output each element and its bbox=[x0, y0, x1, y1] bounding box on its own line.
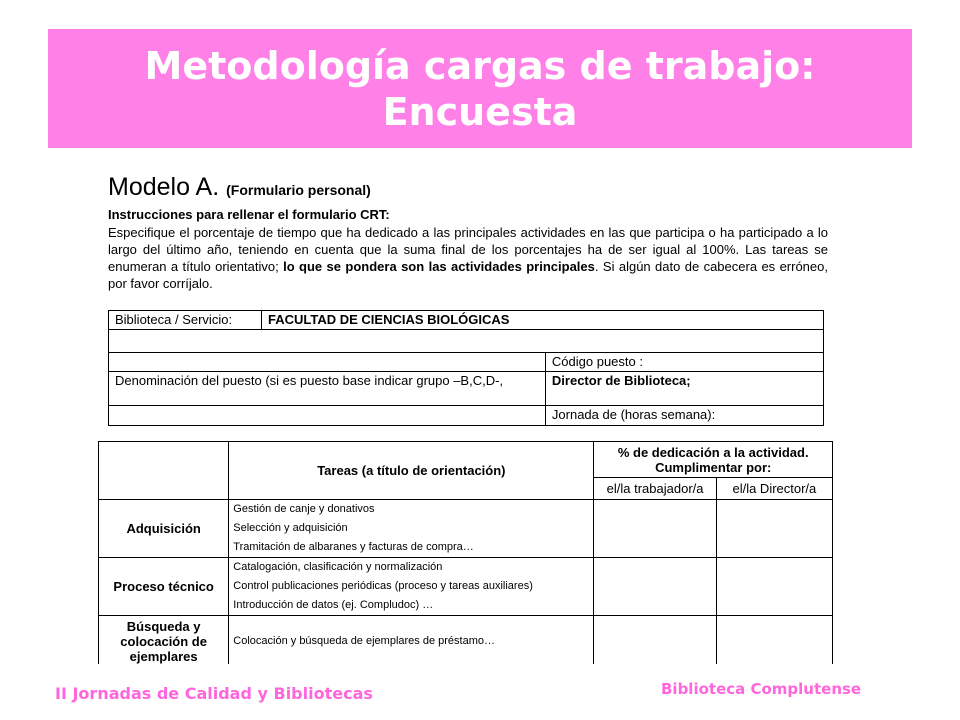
worker-pct-cell[interactable] bbox=[594, 616, 716, 668]
form-document bbox=[108, 172, 828, 292]
task-item: Selección y adquisición bbox=[233, 522, 348, 534]
task-item: Tramitación de albaranes y facturas de compra… bbox=[233, 541, 474, 553]
slide-title-line-1: Metodología cargas de trabajo: bbox=[144, 43, 816, 88]
position-name-label: Denominación del puesto (si es puesto base indicar grupo –B,C,D-, bbox=[109, 372, 546, 406]
model-heading bbox=[108, 172, 828, 205]
tasks-header: Tareas (a título de orientación) bbox=[229, 442, 594, 500]
position-name-value: Director de Biblioteca; bbox=[545, 372, 823, 406]
category-busqueda: Búsqueda y colocación de ejemplares bbox=[99, 616, 229, 668]
task-item: Introducción de datos (ej. Compludoc) … bbox=[233, 599, 434, 611]
category-proceso-tecnico: Proceso técnico bbox=[99, 558, 229, 616]
instructions-title: Instrucciones para rellenar el formulario CRT: bbox=[108, 207, 390, 222]
header-form-table bbox=[108, 310, 824, 426]
tasks-busqueda bbox=[229, 616, 594, 668]
task-item: Gestión de canje y donativos bbox=[233, 503, 375, 515]
category-header-blank bbox=[99, 442, 229, 500]
director-pct-cell[interactable] bbox=[716, 500, 832, 558]
worker-pct-cell[interactable] bbox=[594, 558, 716, 616]
task-item: Colocación y búsqueda de ejemplares de préstamo… bbox=[233, 635, 495, 647]
hours-spacer-cell bbox=[109, 406, 546, 426]
task-item: Control publicaciones periódicas (proceso y tareas auxiliares) bbox=[233, 580, 533, 592]
worker-pct-cell[interactable] bbox=[594, 500, 716, 558]
model-subtitle: (Formulario personal) bbox=[226, 182, 371, 198]
task-table bbox=[98, 441, 833, 688]
blank-row bbox=[109, 330, 824, 353]
hours-label: Jornada de (horas semana): bbox=[545, 406, 823, 426]
service-value: FACULTAD DE CIENCIAS BIOLÓGICAS bbox=[262, 311, 824, 330]
column-director: el/la Director/a bbox=[716, 478, 832, 500]
position-code-label: Código puesto : bbox=[545, 353, 823, 372]
percentage-header: % de dedicación a la actividad. Cumplimentar por: bbox=[594, 442, 833, 478]
tasks-adquisicion bbox=[229, 500, 594, 558]
footer-event-name: II Jornadas de Calidad y Bibliotecas bbox=[55, 684, 373, 703]
instructions-bold: lo que se pondera son las actividades principales bbox=[283, 259, 595, 274]
slide-title-bar bbox=[48, 29, 912, 148]
task-item: Catalogación, clasificación y normalización bbox=[233, 561, 443, 573]
category-adquisicion: Adquisición bbox=[99, 500, 229, 558]
director-pct-cell[interactable] bbox=[716, 616, 832, 668]
column-worker: el/la trabajador/a bbox=[594, 478, 716, 500]
slide-title-line-2: Encuesta bbox=[382, 89, 578, 134]
footer-organization: Biblioteca Complutense bbox=[661, 680, 862, 698]
model-title: Modelo A. bbox=[108, 173, 220, 201]
instructions-end: . Si algún dato de cabecera es erróneo, por favor corríjalo. bbox=[108, 259, 828, 291]
code-spacer-cell bbox=[109, 353, 546, 372]
service-label: Biblioteca / Servicio: bbox=[109, 311, 262, 330]
director-pct-cell[interactable] bbox=[716, 558, 832, 616]
tasks-proceso-tecnico bbox=[229, 558, 594, 616]
instructions-text bbox=[108, 224, 828, 292]
instructions-main: Especifique el porcentaje de tiempo que ha dedicado a las principales actividades en las que participa o ha participado a lo largo del último año, teniendo en cuenta que la suma final de los porcentajes ha de ser igual al 100%. Las tareas se enumeran a título orientativo; bbox=[108, 225, 828, 274]
